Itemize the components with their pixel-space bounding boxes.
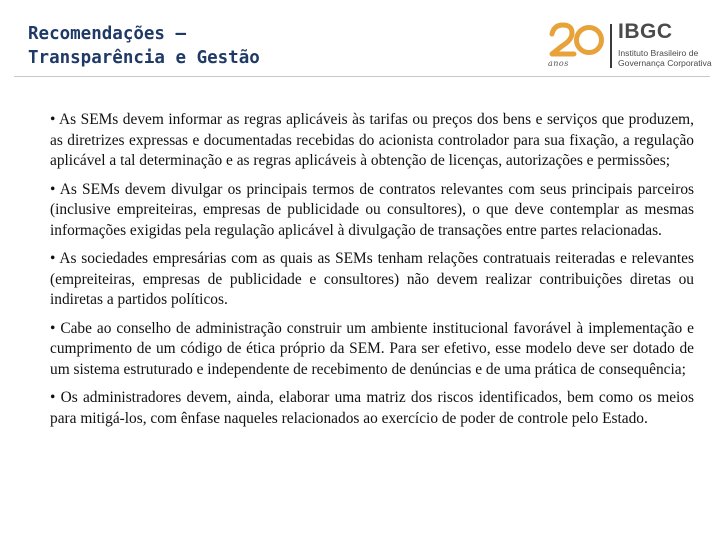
anniversary-20-logo-icon: [548, 22, 604, 58]
recommendation-item: • Os administradores devem, ainda, elaborar uma matriz dos riscos identificados, bem como os meios para mitigá-los, com ênfase naqueles relacionados ao exercício de poder de controle pelo Estado.: [50, 389, 694, 427]
slide-title: [28, 22, 448, 70]
slide-header: [0, 0, 720, 90]
ibgc-logo: [548, 20, 712, 72]
logo-divider: [610, 24, 612, 68]
logo-subtitle-line-2: Governança Corporativa: [618, 58, 712, 68]
recommendation-item: • As SEMs devem divulgar os principais termos de contratos relevantes com seus principais parceiros (inclusive empreiteiras, empresas de publicidade ou consultores), o que deve contemplar as mesmas informações exigidas pela regulação aplicável à divulgação de transações entre partes relacionadas.: [50, 180, 694, 239]
recommendation-item: • As sociedades empresárias com as quais as SEMs tenham relações contratuais reiteradas e relevantes (empreiteiras, empresas de publicidade e consultores) não devem realizar contribuições diretas ou indiretas a partidos políticos.: [50, 250, 694, 308]
logo-subtitle-line-1: Instituto Brasileiro de: [618, 48, 699, 58]
logo-subtitle: [618, 48, 712, 68]
recommendation-item: • As SEMs devem informar as regras aplicáveis às tarifas ou preços dos bens e serviços que produzem, as diretrizes expressas e documentadas recebidas do acionista controlador para sua fixação, a regulação aplicável a tal determinação e as regras aplicáveis à obtenção de licenças, autorizações e permissões;: [50, 111, 694, 169]
title-divider: [14, 76, 710, 77]
title-line-2: Transparência e Gestão: [28, 48, 260, 68]
recommendations-list: [50, 110, 694, 437]
logo-brand-name: IBGC: [618, 20, 673, 43]
title-line-1: Recomendações –: [28, 24, 187, 44]
anniversary-subtitle: anos: [548, 59, 569, 68]
recommendation-item: • Cabe ao conselho de administração construir um ambiente institucional favorável à implementação e cumprimento de um código de ética próprio da SEM. Para ser efetivo, esse modelo deve ser dotado de um sistema estruturado e independente de recebimento de denúncias e de uma prática de consequência;: [50, 319, 694, 378]
